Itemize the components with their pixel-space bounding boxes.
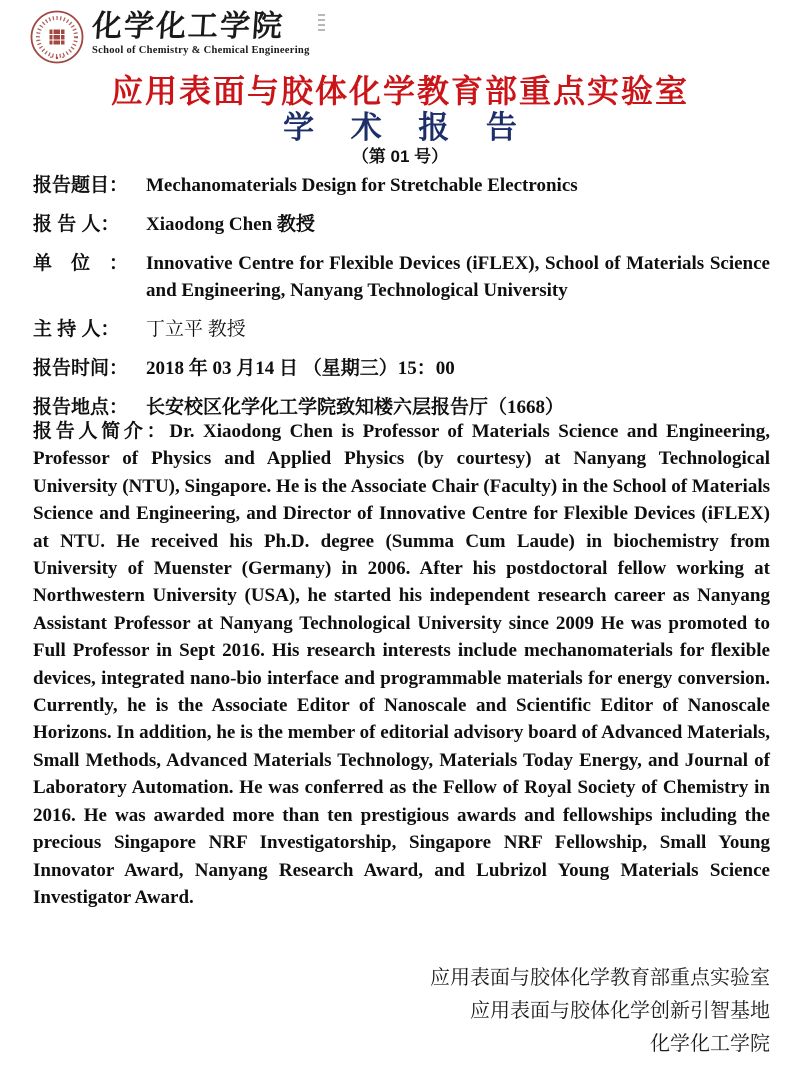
lab-title: 应用表面与胶体化学教育部重点实验室	[110, 73, 689, 109]
footer-signatures	[33, 962, 770, 1061]
field-label-topic: 报告题目：	[33, 175, 129, 196]
field-speaker	[33, 211, 770, 238]
speaker-bio-paragraph	[33, 418, 770, 911]
field-location	[33, 394, 770, 421]
field-label-speaker: 报 告 人：	[33, 214, 120, 235]
report-fields	[33, 172, 770, 433]
logo-signature-mark	[318, 14, 325, 34]
college-logo	[30, 10, 325, 64]
field-label-location: 报告地点：	[33, 397, 129, 418]
footer-line-base: 应用表面与胶体化学创新引智基地	[470, 1000, 770, 1022]
bio-text: Dr. Xiaodong Chen is Professor of Materials Science and Engineering, Professor of Physics and Applied Physics (by courtesy) at Nanyang Technological University (NTU), Singapore. He is the Associate Chair (Faculty) in the School of Materials Science and Engineering, and Director of Innovative Centre for Flexible Devices (iFLEX) at NTU. He received his Ph.D. degree (Summa Cum Laude) in biochemistry from University of Muenster (Germany) in 2006. After his postdoctoral fellow working at Northwestern University (USA), he started his independent research career as Nanyang Assistant Professor at Nanyang Technological University since 2009 He was promoted to Full Professor in Sept 2016. His research interests include mechanomaterials for flexible devices, integrated nano-bio interface and programmable materials for energy conversion. Currently, he is the Associate Editor of Nanoscale and Scientific Editor of Nanoscale Horizons. In addition, he is the member of editorial advisory board of Advanced Materials, Small Methods, Advanced Materials Technology, Materials Today Energy, and Journal of Laboratory Automation. He was conferred as the Fellow of Royal Society of Chemistry in 2016. He was awarded more than ten prestigious awards and fellowships including the precious Singapore NRF Investigatorship, Singapore NRF Fellowship, Small Young Innovator Award, Nanyang Research Award, and Lubrizol Young Materials Science Investigator Award.	[33, 421, 770, 908]
field-label-affiliation: 单 位 ：	[33, 253, 129, 274]
field-value-speaker: Xiaodong Chen 教授	[146, 214, 315, 235]
bio-label: 报告人简介：	[33, 421, 170, 442]
field-report-topic	[33, 172, 770, 199]
field-value-host: 丁立平 教授	[146, 319, 246, 340]
field-host	[33, 316, 770, 343]
field-label-host: 主 持 人：	[33, 319, 120, 340]
field-value-affiliation: Innovative Centre for Flexible Devices (iFLEX), School of Materials Science and Engineering, Nanyang Technological University	[146, 253, 770, 301]
college-logo-text	[92, 12, 310, 56]
college-name-en: School of Chemistry & Chemical Engineering	[92, 45, 310, 56]
field-value-location: 长安校区化学化工学院致知楼六层报告厅（1668）	[146, 397, 565, 418]
issue-number: （第 01 号）	[351, 147, 449, 166]
college-name-zh: 化学化工学院	[90, 10, 286, 43]
college-seal-icon	[30, 10, 84, 64]
field-value-time: 2018 年 03 月14 日 （星期三）15：00	[146, 358, 455, 379]
field-time	[33, 355, 770, 382]
footer-line-college: 化学化工学院	[650, 1033, 770, 1055]
field-label-time: 报告时间：	[33, 358, 129, 379]
report-title: 学 术 报 告	[283, 110, 531, 145]
field-value-topic: Mechanomaterials Design for Stretchable Electronics	[146, 175, 578, 196]
footer-line-lab: 应用表面与胶体化学教育部重点实验室	[430, 967, 770, 989]
field-affiliation	[33, 250, 770, 304]
